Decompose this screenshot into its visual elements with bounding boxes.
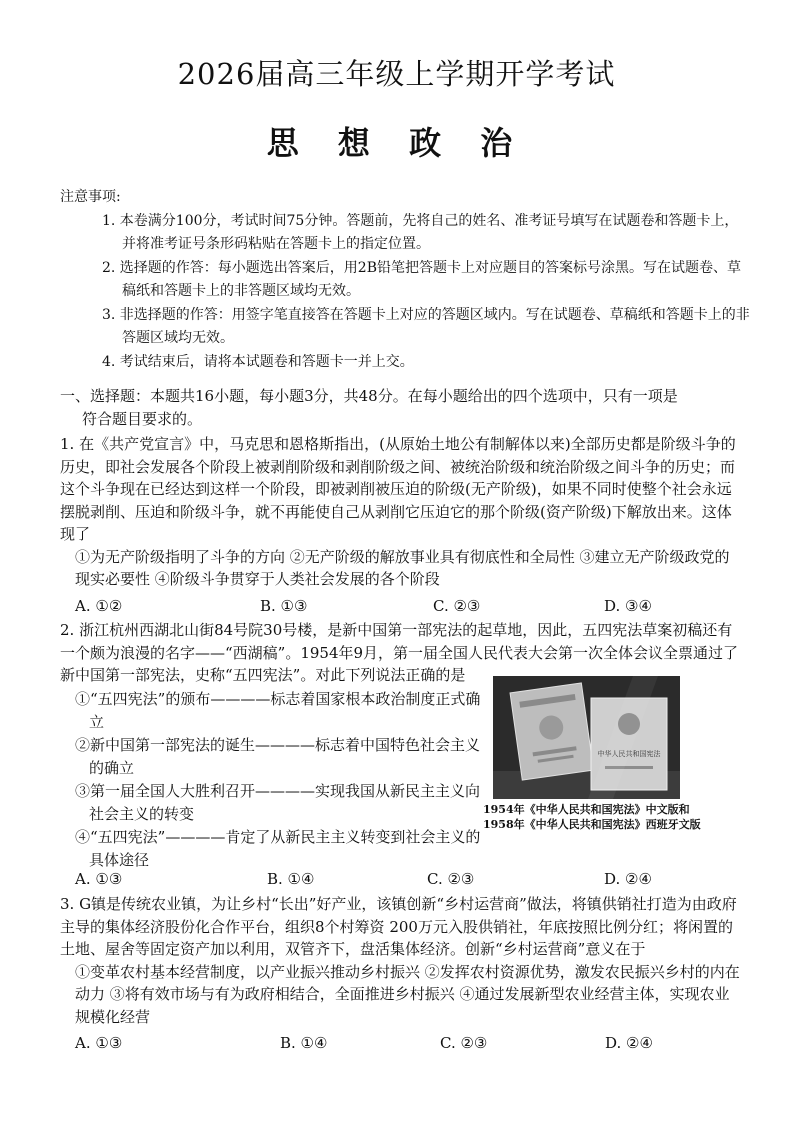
section-line-1: 一、选择题：本题共16小题，每小题3分，共48分。在每小题给出的四个选项中，只有一项是 <box>60 387 678 405</box>
notice-item-2: 2. 选择题的作答：每小题选出答案后，用2B铅笔把答题卡上对应题目的答案标号涂黑。写在试题卷、草稿纸和答题卡上的非答题区域均无效。 <box>102 259 742 299</box>
question-1-options: ①为无产阶级指明了斗争的方向 ②无产阶级的解放事业具有彻底性和全局性 ③建立无产阶级政党的现实必要性 ④阶级斗争贯穿于人类社会发展的各个阶段 <box>75 547 730 588</box>
question-1-stem: 1. 在《共产党宣言》中，马克思和恩格斯指出，(从原始土地公有制解体以来)全部历史都是阶级斗争的历史，即社会发展各个阶段上被剥削阶级和剥削阶级之间、被统治阶级和统治阶级之间斗争的历史；而这个斗争现在已经达到这样一个阶段，即被剥削被压迫的阶级(无产阶级)，如果不同时使整个社会永远摆脱剥削、压迫和阶级斗争，就不再能使自己从剥削它压迫它的那个阶级(资产阶级)下解放出来。这体现了 <box>60 435 736 543</box>
choice-b[interactable]: B. ①③ <box>260 596 308 615</box>
question-3-options: ①变革农村基本经营制度，以产业振兴推动乡村振兴 ②发挥农村资源优势，激发农民振兴乡村的内在动力 ③将有效市场与有为政府相结合，全面推进乡村振兴 ④通过发展新型农业经营主体，实现农业规模化经营 <box>75 962 740 1026</box>
notice-block <box>60 186 750 374</box>
notice-list <box>60 210 750 375</box>
choice-b[interactable]: B. ①④ <box>280 1034 328 1052</box>
question-3-choices <box>60 1032 740 1055</box>
exam-title: 2026届高三年级上学期开学考试 <box>177 57 616 91</box>
constitution-books-image <box>493 676 680 799</box>
question-1-choices <box>60 595 740 618</box>
constitution-photo <box>493 676 680 799</box>
question-1 <box>60 433 740 617</box>
choice-d[interactable]: D. ②④ <box>604 870 652 888</box>
section-heading <box>60 385 740 430</box>
statement-2: ②新中国第一部宪法的诞生————标志着中国特色社会主义的确立 <box>75 736 481 777</box>
notice-heading: 注意事项: <box>60 189 121 205</box>
caption-line-2: 1958年《中华人民共和国宪法》西班牙文版 <box>483 818 701 831</box>
question-2-stem: 2. 浙江杭州西湖北山街84号院30号楼，是新中国第一部宪法的起草地，因此，五四宪法草案初稿还有一个颇为浪漫的名字——“西湖稿”。1954年9月，第一届全国人民代表大会第一次全体会议全票通过了新中国第一部宪法，史称“五四宪法”。对此下列说法正确的是 <box>60 621 739 684</box>
notice-item-3: 3. 非选择题的作答：用签字笔直接答在答题卡上对应的答题区域内。写在试题卷、草稿纸和答题卡上的非答题区域均无效。 <box>102 306 750 346</box>
statement-4: ④“五四宪法”————肯定了从新民主主义转变到社会主义的具体途径 <box>75 828 481 869</box>
choice-a[interactable]: A. ①③ <box>75 1034 123 1052</box>
section-line-2: 符合题目要求的。 <box>82 409 203 428</box>
choice-a[interactable]: A. ①③ <box>75 870 123 888</box>
question-3 <box>60 893 740 1055</box>
question-3-stem: 3. G镇是传统农业镇，为让乡村“长出”好产业，该镇创新“乡村运营商”做法，将镇供销社打造为由政府主导的集体经济股份化合作平台，组织8个村筹资 200万元入股供销社，年底按照比例分红；将闲置的土地、屋舍等固定资产加以利用，双管齐下，盘活集体经济。创新“乡村运营商”意义在于 <box>60 895 737 958</box>
photo-caption <box>483 802 723 832</box>
book-cover-title: 中华人民共和国宪法 <box>597 750 661 758</box>
question-2-statements <box>75 688 485 872</box>
choice-d[interactable]: D. ③④ <box>604 596 652 615</box>
choice-b[interactable]: B. ①④ <box>267 870 315 888</box>
subject-title: 思 想 政 治 <box>266 124 527 162</box>
notice-item-4: 4. 考试结束后，请将本试题卷和答题卡一并上交。 <box>102 353 414 370</box>
choice-a[interactable]: A. ①② <box>75 596 123 615</box>
choice-c[interactable]: C. ②③ <box>433 596 481 615</box>
caption-line-1: 1954年《中华人民共和国宪法》中文版和 <box>483 803 690 816</box>
statement-1: ①“五四宪法”的颁布————标志着国家根本政治制度正式确立 <box>75 690 481 731</box>
question-2-choices-row <box>60 868 740 891</box>
question-2-choices <box>60 868 740 891</box>
choice-c[interactable]: C. ②③ <box>427 870 475 888</box>
choice-d[interactable]: D. ②④ <box>605 1034 653 1052</box>
notice-item-1: 1. 本卷满分100分，考试时间75分钟。答题前，先将自己的姓名、准考证号填写在试题卷和答题卡上，并将准考证号条形码粘贴在答题卡上的指定位置。 <box>102 212 739 252</box>
statement-3: ③第一届全国人大胜利召开————实现我国从新民主主义向社会主义的转变 <box>75 782 481 823</box>
choice-c[interactable]: C. ②③ <box>440 1034 488 1052</box>
